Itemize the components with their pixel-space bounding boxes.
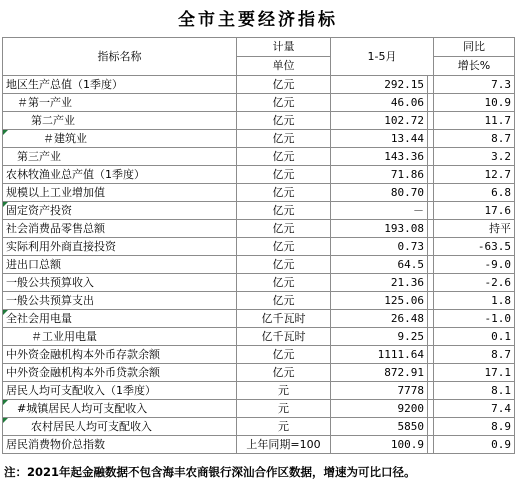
header-unit-top: 计量	[237, 38, 331, 57]
indicator-name: 社会消费品零售总额	[3, 220, 237, 238]
indicator-value: 193.08	[331, 220, 428, 238]
indicator-value: 292.15	[331, 76, 428, 94]
indicator-unit: 亿元	[237, 292, 331, 310]
indicator-growth: -9.0	[434, 256, 515, 274]
indicator-unit: 亿千瓦时	[237, 328, 331, 346]
indicator-growth: 3.2	[434, 148, 515, 166]
table-row	[3, 418, 515, 436]
indicator-name: 农林牧渔业总产值（1季度）	[3, 166, 237, 184]
indicator-name: 进出口总额	[3, 256, 237, 274]
indicator-unit: 元	[237, 382, 331, 400]
indicator-name: 中外资金融机构本外币贷款余额	[3, 364, 237, 382]
error-flag-icon	[3, 400, 8, 405]
indicator-unit: 亿元	[237, 346, 331, 364]
indicator-growth: 0.1	[434, 328, 515, 346]
indicator-value: 26.48	[331, 310, 428, 328]
indicator-value: 1111.64	[331, 346, 428, 364]
indicator-unit: 亿元	[237, 256, 331, 274]
indicator-name: ＃建筑业	[3, 130, 237, 148]
table-row	[3, 130, 515, 148]
indicator-value: 0.73	[331, 238, 428, 256]
indicator-value: 100.9	[331, 436, 428, 454]
indicator-unit: 元	[237, 418, 331, 436]
header-growth-top: 同比	[434, 38, 515, 57]
table-row	[3, 76, 515, 94]
indicator-value: 64.5	[331, 256, 428, 274]
table-row	[3, 400, 515, 418]
table-row	[3, 310, 515, 328]
indicator-value: 9200	[331, 400, 428, 418]
indicator-name: 地区生产总值（1季度）	[3, 76, 237, 94]
indicator-unit: 亿元	[237, 148, 331, 166]
indicator-value: 102.72	[331, 112, 428, 130]
table-row	[3, 292, 515, 310]
indicator-table	[2, 37, 515, 454]
indicator-growth: 6.8	[434, 184, 515, 202]
table-row	[3, 184, 515, 202]
indicator-growth: 12.7	[434, 166, 515, 184]
header-name: 指标名称	[3, 38, 237, 76]
indicator-growth: 8.7	[434, 346, 515, 364]
header-unit-bottom: 单位	[237, 57, 331, 76]
page-title: 全市主要经济指标	[178, 10, 338, 30]
indicator-unit: 亿元	[237, 274, 331, 292]
indicator-growth: 7.3	[434, 76, 515, 94]
indicator-value: 143.36	[331, 148, 428, 166]
table-row	[3, 112, 515, 130]
table-row	[3, 346, 515, 364]
indicator-unit: 元	[237, 400, 331, 418]
table-row	[3, 436, 515, 454]
indicator-growth: -63.5	[434, 238, 515, 256]
error-flag-icon	[3, 130, 8, 135]
indicator-unit: 亿千瓦时	[237, 310, 331, 328]
indicator-name: 一般公共预算收入	[3, 274, 237, 292]
header-row-top	[3, 38, 515, 57]
indicator-growth: 0.9	[434, 436, 515, 454]
indicator-name: ＃工业用电量	[3, 328, 237, 346]
indicator-growth: 7.4	[434, 400, 515, 418]
indicator-unit: 亿元	[237, 166, 331, 184]
indicator-name: 实际利用外商直接投资	[3, 238, 237, 256]
table-row	[3, 364, 515, 382]
table-row	[3, 220, 515, 238]
table-row	[3, 148, 515, 166]
table-row	[3, 382, 515, 400]
error-flag-icon	[3, 202, 8, 207]
indicator-growth: 10.9	[434, 94, 515, 112]
indicator-value: 5850	[331, 418, 428, 436]
indicator-unit: 亿元	[237, 130, 331, 148]
indicator-name: #城镇居民人均可支配收入	[3, 400, 237, 418]
indicator-name: 居民人均可支配收入（1季度）	[3, 382, 237, 400]
indicator-name: 第三产业	[3, 148, 237, 166]
table-row	[3, 94, 515, 112]
indicator-name: 一般公共预算支出	[3, 292, 237, 310]
indicator-name: 农村居民人均可支配收入	[3, 418, 237, 436]
footnote: 注：2021年起金融数据不包含海丰农商银行深汕合作区数据，增速为可比口径。	[4, 465, 416, 479]
indicator-value: 71.86	[331, 166, 428, 184]
indicator-name: 中外资金融机构本外币存款余额	[3, 346, 237, 364]
indicator-growth: -2.6	[434, 274, 515, 292]
indicator-unit: 亿元	[237, 112, 331, 130]
indicator-name: 规模以上工业增加值	[3, 184, 237, 202]
indicator-unit: 亿元	[237, 220, 331, 238]
indicator-growth: 17.1	[434, 364, 515, 382]
indicator-growth: 1.8	[434, 292, 515, 310]
table-row	[3, 166, 515, 184]
table-row	[3, 238, 515, 256]
indicator-growth: -1.0	[434, 310, 515, 328]
error-flag-icon	[3, 310, 8, 315]
indicator-name: 居民消费物价总指数	[3, 436, 237, 454]
indicator-growth: 8.9	[434, 418, 515, 436]
indicator-unit: 亿元	[237, 184, 331, 202]
indicator-value: 13.44	[331, 130, 428, 148]
indicator-unit: 亿元	[237, 94, 331, 112]
indicator-growth: 8.1	[434, 382, 515, 400]
indicator-growth: 11.7	[434, 112, 515, 130]
indicator-unit: 亿元	[237, 202, 331, 220]
indicator-value: 46.06	[331, 94, 428, 112]
indicator-value: 9.25	[331, 328, 428, 346]
indicator-unit: 亿元	[237, 364, 331, 382]
indicator-value: 7778	[331, 382, 428, 400]
indicator-growth: 17.6	[434, 202, 515, 220]
header-growth-bottom: 增长%	[434, 57, 515, 76]
indicator-name: 第二产业	[3, 112, 237, 130]
indicator-growth: 8.7	[434, 130, 515, 148]
indicator-value: 21.36	[331, 274, 428, 292]
table-row	[3, 274, 515, 292]
indicator-unit: 亿元	[237, 238, 331, 256]
indicator-value: 80.70	[331, 184, 428, 202]
indicator-unit: 上年同期=100	[237, 436, 331, 454]
header-period: 1-5月	[331, 38, 434, 76]
indicator-growth: 持平	[434, 220, 515, 238]
indicator-value: 872.91	[331, 364, 428, 382]
error-flag-icon	[3, 418, 8, 423]
indicator-name: ＃第一产业	[3, 94, 237, 112]
indicator-name: 全社会用电量	[3, 310, 237, 328]
indicator-name: 固定资产投资	[3, 202, 237, 220]
table-row	[3, 328, 515, 346]
table-row	[3, 202, 515, 220]
indicator-value: －	[331, 202, 428, 220]
table-row	[3, 256, 515, 274]
indicator-value: 125.06	[331, 292, 428, 310]
indicator-unit: 亿元	[237, 76, 331, 94]
